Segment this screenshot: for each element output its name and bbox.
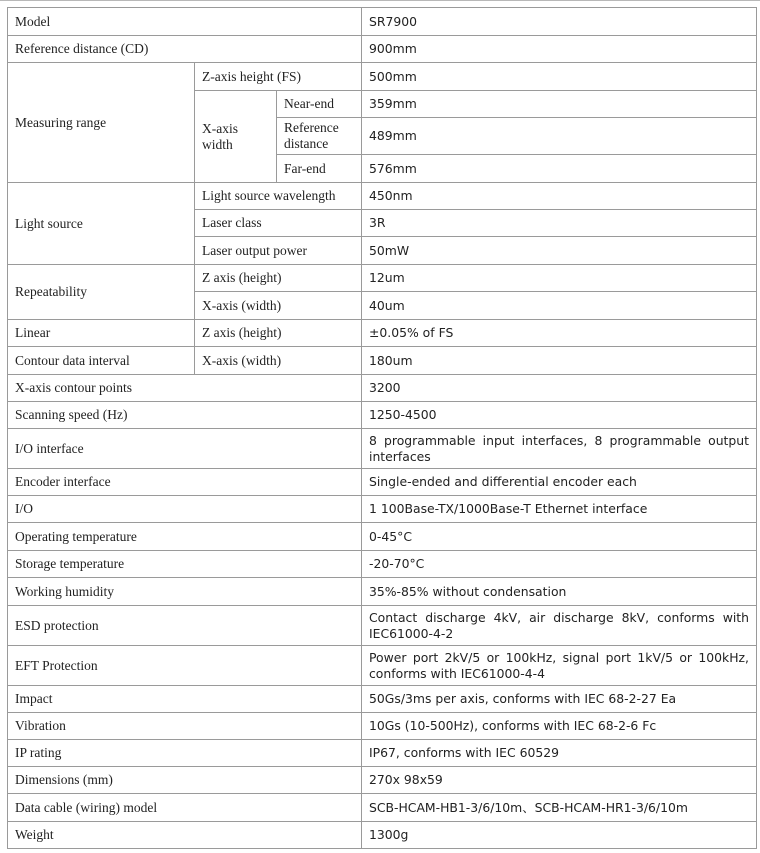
row-value: 0-45°C [362, 523, 757, 551]
table-row [8, 794, 757, 822]
sub-label: Z axis (height) [195, 320, 362, 347]
table-row [8, 740, 757, 767]
table-row [8, 265, 757, 292]
table-row [8, 496, 757, 523]
table-row [8, 551, 757, 578]
row-label: X-axis contour points [8, 375, 362, 402]
row-label: Scanning speed (Hz) [8, 402, 362, 429]
row-label: Reference distance (CD) [8, 36, 362, 63]
row-value: Power port 2kV/5 or 100kHz, signal port 1kV/5 or 100kHz, conforms with IEC61000-4-4 [362, 646, 757, 686]
row-label: Encoder interface [8, 469, 362, 496]
row-value: 35%-85% without condensation [362, 578, 757, 606]
row-label: Linear [8, 320, 195, 347]
table-row [8, 686, 757, 713]
row-value: IP67, conforms with IEC 60529 [362, 740, 757, 767]
row-value: 12um [362, 265, 757, 292]
row-label: Vibration [8, 713, 362, 740]
sub-group-label: X-axis width [195, 91, 277, 183]
table-row [8, 183, 757, 210]
sub-label: X-axis (width) [195, 292, 362, 320]
row-value: SCB-HCAM-HB1-3/6/10m、SCB-HCAM-HR1-3/6/10m [362, 794, 757, 822]
table-row [8, 429, 757, 469]
row-value: 40um [362, 292, 757, 320]
row-value: 8 programmable input interfaces, 8 programmable output interfaces [362, 429, 757, 469]
row-value: SR7900 [362, 8, 757, 36]
row-value: ±0.05% of FS [362, 320, 757, 347]
table-row [8, 713, 757, 740]
sub-label: Light source wavelength [195, 183, 362, 210]
sub-label: Far-end [277, 155, 362, 183]
row-label: EFT Protection [8, 646, 362, 686]
sub-label: Reference distance [277, 118, 362, 155]
group-label: Light source [8, 183, 195, 265]
row-value: 359mm [362, 91, 757, 118]
row-label: Working humidity [8, 578, 362, 606]
row-label: I/O [8, 496, 362, 523]
row-value: 489mm [362, 118, 757, 155]
sub-label: Laser output power [195, 237, 362, 265]
row-value: 1250-4500 [362, 402, 757, 429]
row-value: 50Gs/3ms per axis, conforms with IEC 68-2-27 Ea [362, 686, 757, 713]
row-value: 500mm [362, 63, 757, 91]
table-row [8, 63, 757, 91]
row-value: 450nm [362, 183, 757, 210]
row-value: -20-70°C [362, 551, 757, 578]
sub-label: Near-end [277, 91, 362, 118]
table-row [8, 36, 757, 63]
row-label: Dimensions (mm) [8, 767, 362, 794]
row-label: Contour data interval [8, 347, 195, 375]
table-row [8, 646, 757, 686]
row-label: Weight [8, 822, 362, 849]
top-divider [0, 0, 760, 1]
table-row [8, 767, 757, 794]
sub-label: Laser class [195, 210, 362, 237]
row-value: 3R [362, 210, 757, 237]
row-value: 3200 [362, 375, 757, 402]
row-label: Storage temperature [8, 551, 362, 578]
row-label: Data cable (wiring) model [8, 794, 362, 822]
table-row [8, 469, 757, 496]
table-row [8, 578, 757, 606]
row-label: Model [8, 8, 362, 36]
row-label: I/O interface [8, 429, 362, 469]
row-value: Contact discharge 4kV, air discharge 8kV, conforms with IEC61000-4-2 [362, 606, 757, 646]
sub-label: X-axis (width) [195, 347, 362, 375]
row-value: 270x 98x59 [362, 767, 757, 794]
table-row [8, 320, 757, 347]
table-row [8, 402, 757, 429]
row-value: 900mm [362, 36, 757, 63]
row-value: 1 100Base-TX/1000Base-T Ethernet interface [362, 496, 757, 523]
row-value: 576mm [362, 155, 757, 183]
row-value: Single-ended and differential encoder each [362, 469, 757, 496]
row-label: ESD protection [8, 606, 362, 646]
group-label: Repeatability [8, 265, 195, 320]
table-row [8, 375, 757, 402]
row-label: IP rating [8, 740, 362, 767]
table-row [8, 347, 757, 375]
spec-table [7, 7, 757, 849]
table-row [8, 822, 757, 849]
row-label: Impact [8, 686, 362, 713]
sub-label: Z axis (height) [195, 265, 362, 292]
row-value: 1300g [362, 822, 757, 849]
group-label: Measuring range [8, 63, 195, 183]
table-row [8, 606, 757, 646]
row-value: 50mW [362, 237, 757, 265]
table-row [8, 523, 757, 551]
table-row [8, 8, 757, 36]
row-value: 180um [362, 347, 757, 375]
sub-label: Z-axis height (FS) [195, 63, 362, 91]
row-label: Operating temperature [8, 523, 362, 551]
row-value: 10Gs (10-500Hz), conforms with IEC 68-2-6 Fc [362, 713, 757, 740]
